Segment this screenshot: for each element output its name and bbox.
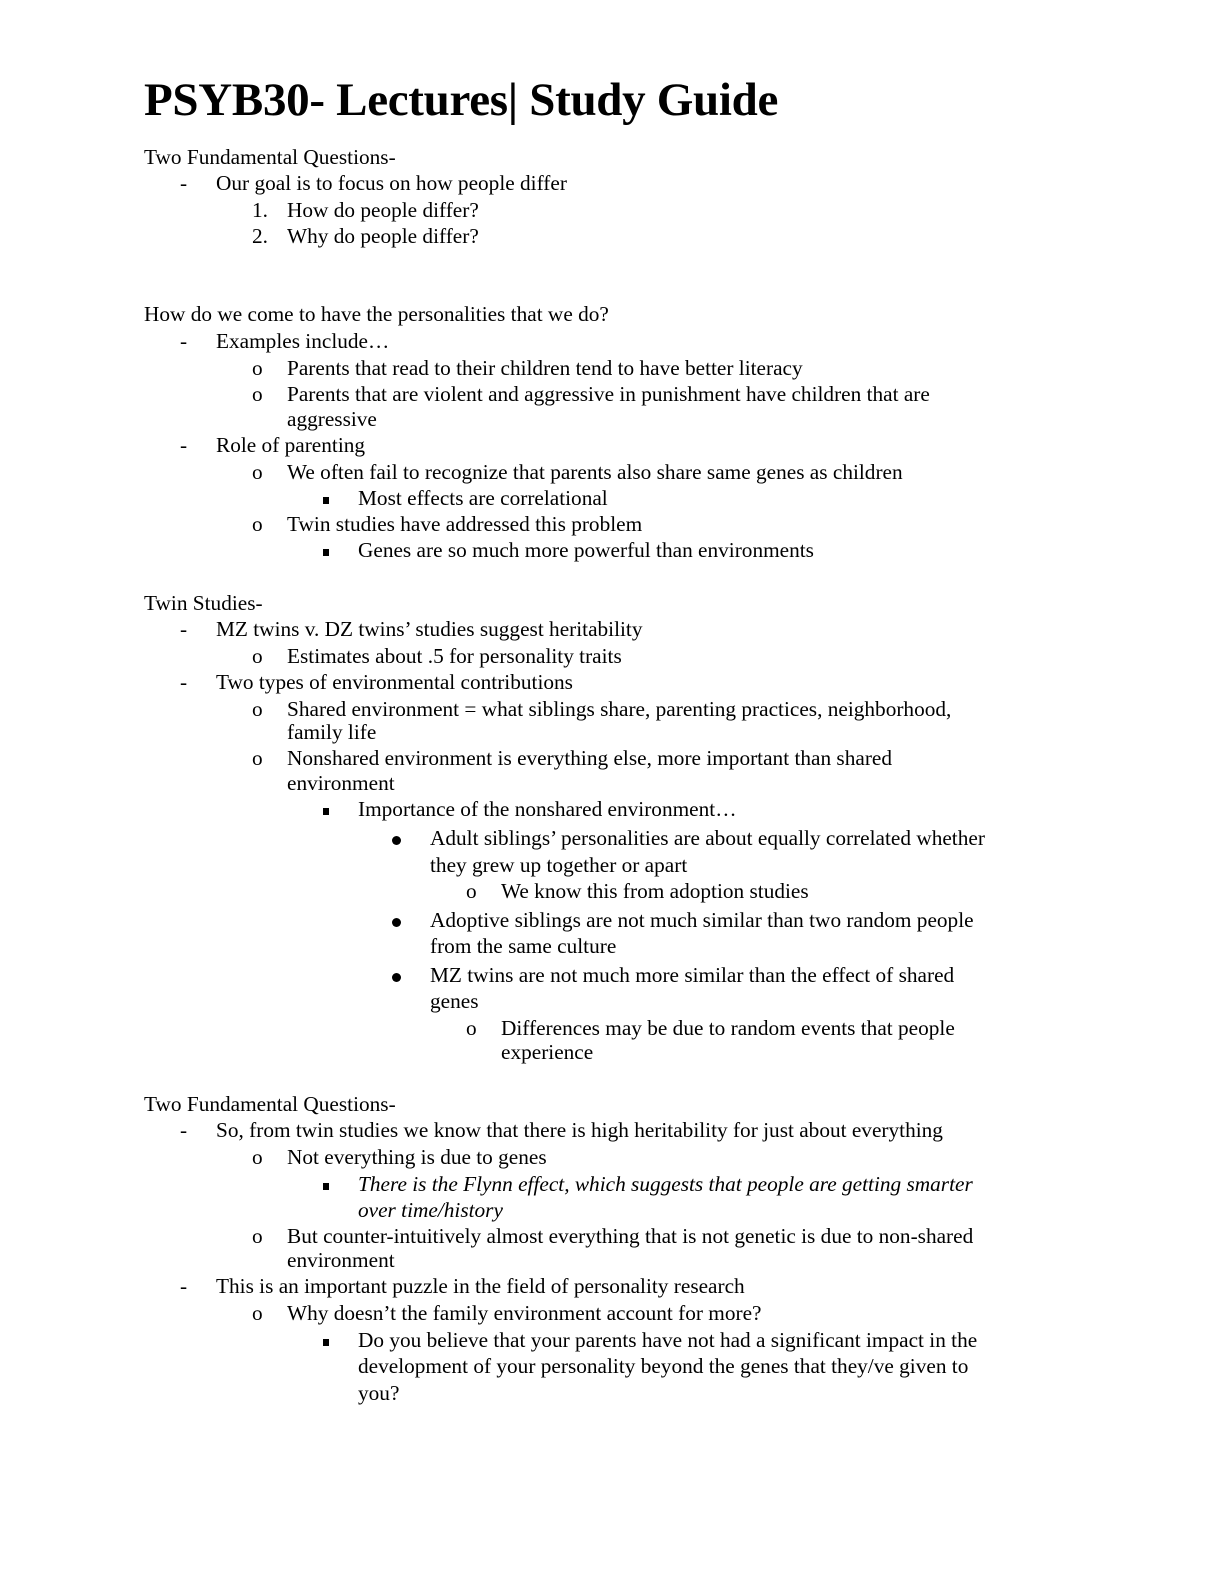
dash-marker: -	[180, 329, 188, 353]
circle-bullet-icon: o	[252, 746, 263, 770]
section-heading: Twin Studies-	[144, 591, 263, 615]
circle-bullet-icon: o	[252, 1301, 263, 1325]
list-item: Adoptive siblings are not much similar than two random people	[430, 908, 974, 932]
list-item-continuation: aggressive	[287, 407, 377, 431]
list-item-continuation: over time/history	[358, 1198, 503, 1222]
list-item: MZ twins v. DZ twins’ studies suggest heritability	[216, 617, 643, 641]
list-item-continuation: genes	[430, 989, 479, 1013]
dash-marker: -	[180, 171, 188, 195]
list-item: MZ twins are not much more similar than the effect of shared	[430, 963, 955, 987]
disc-bullet-icon	[392, 962, 401, 988]
square-bullet-icon	[323, 1171, 329, 1197]
list-item: This is an important puzzle in the field of personality research	[216, 1274, 745, 1298]
list-item: Not everything is due to genes	[287, 1145, 547, 1169]
circle-bullet-icon: o	[252, 1224, 263, 1248]
list-item: There is the Flynn effect, which suggests that people are getting smarter	[358, 1172, 973, 1196]
square-bullet-icon	[323, 1327, 329, 1353]
circle-bullet-icon: o	[466, 879, 477, 903]
dash-marker: -	[180, 1274, 188, 1298]
circle-bullet-icon: o	[252, 356, 263, 380]
circle-bullet-icon: o	[252, 697, 263, 721]
list-item: But counter-intuitively almost everything that is not genetic is due to non-shared	[287, 1224, 974, 1248]
list-item: Differences may be due to random events that people	[501, 1016, 955, 1040]
page-title: PSYB30- Lectures| Study Guide	[144, 74, 779, 126]
list-item-continuation: experience	[501, 1040, 594, 1064]
list-item: Parents that are violent and aggressive in punishment have children that are	[287, 382, 930, 406]
circle-bullet-icon: o	[252, 382, 263, 406]
list-item: Importance of the nonshared environment…	[358, 797, 737, 821]
square-bullet-icon	[323, 537, 329, 563]
list-item: So, from twin studies we know that there is high heritability for just about everything	[216, 1118, 943, 1142]
list-item: Shared environment = what siblings share, parenting practices, neighborhood,	[287, 697, 952, 721]
disc-bullet-icon	[392, 907, 401, 933]
circle-bullet-icon: o	[252, 644, 263, 668]
list-item-continuation: from the same culture	[430, 934, 617, 958]
list-item: We often fail to recognize that parents also share same genes as children	[287, 460, 903, 484]
list-item: Genes are so much more powerful than environments	[358, 538, 814, 562]
disc-bullet-icon	[392, 825, 401, 851]
list-item: Parents that read to their children tend to have better literacy	[287, 356, 803, 380]
list-item: Examples include…	[216, 329, 390, 353]
list-item: We know this from adoption studies	[501, 879, 809, 903]
number-marker: 1.	[252, 198, 268, 222]
section-heading: How do we come to have the personalities that we do?	[144, 302, 609, 326]
list-item: How do people differ?	[287, 198, 479, 222]
list-item-continuation: family life	[287, 720, 377, 744]
list-item: Do you believe that your parents have not had a significant impact in the	[358, 1328, 978, 1352]
square-bullet-icon	[323, 485, 329, 511]
list-item: Our goal is to focus on how people differ	[216, 171, 567, 195]
dash-marker: -	[180, 617, 188, 641]
list-item: Estimates about .5 for personality traits	[287, 644, 622, 668]
dash-marker: -	[180, 1118, 188, 1142]
dash-marker: -	[180, 670, 188, 694]
list-item: Nonshared environment is everything else, more important than shared	[287, 746, 893, 770]
square-bullet-icon	[323, 796, 329, 822]
list-item: Most effects are correlational	[358, 486, 608, 510]
section-heading: Two Fundamental Questions-	[144, 145, 396, 169]
list-item: Two types of environmental contributions	[216, 670, 573, 694]
list-item-continuation: they grew up together or apart	[430, 853, 688, 877]
section-heading: Two Fundamental Questions-	[144, 1092, 396, 1116]
circle-bullet-icon: o	[252, 512, 263, 536]
list-item: Twin studies have addressed this problem	[287, 512, 643, 536]
number-marker: 2.	[252, 224, 268, 248]
dash-marker: -	[180, 433, 188, 457]
circle-bullet-icon: o	[252, 460, 263, 484]
list-item-continuation: environment	[287, 1248, 395, 1272]
list-item: Role of parenting	[216, 433, 366, 457]
circle-bullet-icon: o	[466, 1016, 477, 1040]
list-item-continuation: environment	[287, 771, 395, 795]
list-item: Why do people differ?	[287, 224, 479, 248]
list-item-continuation: you?	[358, 1381, 400, 1405]
list-item: Adult siblings’ personalities are about equally correlated whether	[430, 826, 985, 850]
list-item-continuation: development of your personality beyond the genes that they/ve given to	[358, 1354, 969, 1378]
list-item: Why doesn’t the family environment account for more?	[287, 1301, 762, 1325]
circle-bullet-icon: o	[252, 1145, 263, 1169]
